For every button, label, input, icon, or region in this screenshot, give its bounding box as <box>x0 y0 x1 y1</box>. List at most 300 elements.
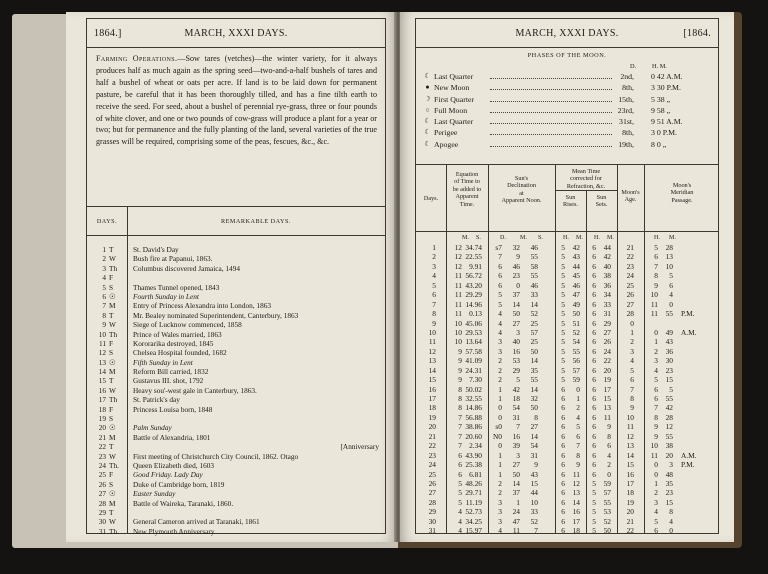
table-cell: 33 <box>530 290 538 300</box>
table-cell: 45.06 <box>465 318 482 328</box>
event-text: Prince of Wales married, 1863 <box>133 329 222 339</box>
table-cell: 49 <box>665 327 673 337</box>
table-cell: 19 <box>428 412 436 422</box>
table-row <box>416 319 718 328</box>
table-cell: 10 <box>530 497 538 507</box>
table-cell: 55 <box>572 346 580 356</box>
header-line: Moon's <box>672 182 692 189</box>
table-cell: 52 <box>572 327 580 337</box>
day-row <box>87 470 385 479</box>
table-cell: 1 <box>498 394 502 403</box>
table-cell: 19 <box>626 497 634 507</box>
table-cell: 11 <box>572 469 580 479</box>
header-line: Sun <box>565 194 576 201</box>
table-cell: 23 <box>626 261 634 271</box>
day-row <box>87 405 385 414</box>
table-row <box>416 375 718 384</box>
table-cell: 5 <box>561 271 565 281</box>
table-row <box>416 347 718 356</box>
table-cell: 15.97 <box>465 526 482 536</box>
table-cell: 5 <box>561 252 565 262</box>
header-line: be added to <box>452 185 482 193</box>
table-cell: 2 <box>630 337 634 347</box>
table-cell: 6 <box>498 261 502 271</box>
ephemeris-rows <box>416 243 718 536</box>
table-cell: 6 <box>592 441 596 451</box>
weekday: F <box>109 338 114 348</box>
right-page-frame <box>415 18 719 534</box>
table-cell: 2 <box>576 403 580 413</box>
remarkable-days-list <box>87 245 385 536</box>
table-cell: 1 <box>498 460 502 470</box>
table-cell: 11 <box>626 422 634 432</box>
unit-label: D. <box>500 235 506 241</box>
phase-name: Last Quarter <box>434 117 474 127</box>
table-cell: 5 <box>561 327 565 337</box>
table-row <box>416 271 718 280</box>
table-cell: 17 <box>626 478 634 488</box>
table-cell: 3 <box>498 337 502 347</box>
table-cell: s0 <box>495 422 502 432</box>
table-cell: 24 <box>512 507 520 517</box>
phase-time-column-label: H. M. <box>652 63 667 70</box>
table-cell: 39 <box>512 441 520 451</box>
table-cell: 1 <box>654 478 658 488</box>
table-cell: 4 <box>498 318 502 328</box>
table-cell: 4 <box>498 309 502 319</box>
table-cell: 9 <box>458 356 462 366</box>
weekday: T <box>109 442 114 452</box>
table-cell: 14.86 <box>465 403 482 413</box>
table-cell: P.M. <box>681 460 695 470</box>
table-cell: 1 <box>654 337 658 347</box>
phase-name: First Quarter <box>434 94 475 104</box>
weekday: W <box>109 385 116 395</box>
unit-label: S. <box>476 235 481 241</box>
table-cell: 9 <box>654 431 658 441</box>
weekday: ☉ <box>109 423 116 433</box>
days-column-header: DAYS. <box>96 218 118 225</box>
table-cell: 33 <box>603 299 611 309</box>
table-cell: 9 <box>576 460 580 470</box>
table-row <box>416 488 718 497</box>
phase-date: 23rd, <box>617 105 634 115</box>
table-cell: 29 <box>512 365 520 375</box>
day-number: 9 <box>102 320 106 330</box>
phase-row <box>422 105 714 116</box>
unit-label: M. <box>462 235 469 241</box>
table-row <box>416 479 718 488</box>
event-text: Entry of Princess Alexandra into London, 1863 <box>133 301 272 311</box>
header-line: at <box>519 189 524 197</box>
header-line: Apparent Noon. <box>501 197 542 205</box>
event-text: Gustavus III. shot, 1792 <box>133 376 204 386</box>
unit-label: H. <box>563 235 569 241</box>
phase-day-column-label: D. <box>630 63 637 70</box>
table-cell: 11 <box>428 337 436 347</box>
table-cell: 25.38 <box>465 460 482 470</box>
phase-time: 5 38 „ <box>651 94 671 104</box>
table-cell: 2 <box>432 252 436 262</box>
table-cell: 17 <box>572 516 580 526</box>
table-cell: 23 <box>665 365 673 375</box>
phase-time: 9 51 A.M. <box>651 117 683 127</box>
day-row <box>87 423 385 432</box>
weekday: S <box>109 282 114 292</box>
table-cell: 5 <box>498 299 502 309</box>
table-cell: 3 <box>498 497 502 507</box>
table-cell: 6 <box>561 469 565 479</box>
table-cell: 56.72 <box>465 271 482 281</box>
day-number: 23 <box>98 451 106 461</box>
table-cell: N0 <box>492 431 502 441</box>
table-cell: 14 <box>530 384 538 394</box>
table-cell: 7 <box>516 422 520 432</box>
table-cell: 16 <box>626 469 634 479</box>
header-line: Time. <box>459 200 475 208</box>
phase-name: New Moon <box>434 83 470 93</box>
table-cell: 7 <box>576 441 580 451</box>
day-row <box>87 461 385 470</box>
table-cell: 7 <box>458 431 462 441</box>
event-text: Mr. Bealey nominated Superintendent, Canterbury, 1863 <box>133 310 299 320</box>
table-cell: 5 <box>561 299 565 309</box>
weekday: F <box>109 470 114 480</box>
table-cell: 20.60 <box>465 431 482 441</box>
table-cell: 6 <box>592 299 596 309</box>
table-cell: 6 <box>432 290 436 300</box>
table-cell: 50.02 <box>465 384 482 394</box>
day-number: 18 <box>98 404 106 414</box>
weekday: S <box>109 414 114 424</box>
day-number: 14 <box>98 367 106 377</box>
table-cell: 8 <box>654 412 658 422</box>
table-cell: 29.53 <box>465 327 482 337</box>
table-cell: 46 <box>512 261 520 271</box>
table-cell: 29 <box>603 318 611 328</box>
table-cell: 23 <box>428 450 436 460</box>
remarkable-days-column-header: REMARKABLE DAYS. <box>221 218 291 225</box>
event-text: General Cameron arrived at Taranaki, 1861 <box>133 517 260 527</box>
table-cell: 4 <box>669 290 673 300</box>
dot-leader <box>490 112 612 113</box>
table-cell: 2 <box>654 488 658 498</box>
table-cell: 5 <box>516 375 520 385</box>
table-cell: 35 <box>665 478 673 488</box>
table-cell: 11 <box>454 299 462 309</box>
dot-leader <box>490 89 612 90</box>
table-cell: 4 <box>630 356 634 366</box>
day-row <box>87 480 385 489</box>
table-cell: 28 <box>626 309 634 319</box>
weekday: Th <box>109 395 118 405</box>
table-cell: 5 <box>561 318 565 328</box>
table-cell: 8 <box>607 431 611 441</box>
table-cell: 6 <box>561 526 565 536</box>
table-cell: 5 <box>498 290 502 300</box>
table-cell: 17 <box>603 384 611 394</box>
table-cell: 22.55 <box>465 252 482 262</box>
table-cell: 6 <box>561 394 565 403</box>
weekday: Th <box>109 329 118 339</box>
table-cell: 15 <box>428 375 436 385</box>
table-cell: 11 <box>650 299 658 309</box>
table-cell: 12 <box>454 261 462 271</box>
table-cell: 14 <box>626 450 634 460</box>
table-cell: 43.20 <box>465 280 482 290</box>
table-cell: 5 <box>561 346 565 356</box>
unit-label: M. <box>576 235 583 241</box>
event-text: Battle of Waireka, Taranaki, 1860. <box>133 498 234 508</box>
day-number: 4 <box>102 273 106 283</box>
moon-phase-icon: ☾ <box>424 72 431 80</box>
event-text: Fourth Sunday in Lent <box>133 291 199 301</box>
right-page <box>400 12 734 542</box>
table-cell: 10 <box>626 412 634 422</box>
phase-row <box>422 71 714 82</box>
table-cell: 26 <box>603 337 611 347</box>
header-line: Mean Time <box>571 168 601 175</box>
table-cell: 9 <box>458 365 462 375</box>
day-number: 7 <box>102 301 106 311</box>
table-cell: 3 <box>498 516 502 526</box>
table-row <box>416 507 718 516</box>
table-cell: 13 <box>603 403 611 413</box>
header-line: Sets. <box>595 201 608 209</box>
unit-label: M. <box>520 235 527 241</box>
table-cell: 43.90 <box>465 450 482 460</box>
table-row <box>416 262 718 271</box>
table-cell: 56.88 <box>465 412 482 422</box>
phase-time: 8 0 „ <box>651 139 667 149</box>
table-cell: 6 <box>592 403 596 413</box>
table-cell: 6 <box>592 243 596 252</box>
table-row <box>416 356 718 365</box>
table-cell: 28 <box>665 412 673 422</box>
weekday: F <box>109 404 114 414</box>
table-cell: 5 <box>654 375 658 385</box>
table-cell: 1 <box>576 394 580 403</box>
table-cell: 5 <box>592 497 596 507</box>
table-cell: 26 <box>428 478 436 488</box>
table-cell: 29 <box>428 507 436 517</box>
table-cell: 22 <box>603 356 611 366</box>
day-number: 27 <box>98 489 106 499</box>
moon-phase-icon: ☾ <box>424 117 431 126</box>
phase-date: 31st, <box>619 117 634 127</box>
table-cell: 5 <box>654 516 658 526</box>
table-cell: 18 <box>428 403 436 413</box>
table-cell: 7 <box>630 384 634 394</box>
table-cell: 57 <box>572 365 580 375</box>
table-cell: 13 <box>572 488 580 498</box>
table-cell: 25 <box>530 318 538 328</box>
table-cell: 2 <box>607 460 611 470</box>
table-cell: 26 <box>626 290 634 300</box>
table-cell: 6 <box>592 280 596 290</box>
table-cell: 13 <box>428 356 436 366</box>
right-page-header <box>416 19 718 48</box>
table-cell: 15 <box>626 460 634 470</box>
right-page-title: MARCH, XXXI DAYS. <box>515 28 619 39</box>
header-line: Sun <box>596 194 607 201</box>
table-cell: 0 <box>576 384 580 394</box>
table-cell: 27 <box>512 460 520 470</box>
phase-date: 19th, <box>618 139 634 149</box>
table-cell: 8 <box>458 403 462 413</box>
table-cell: 24 <box>626 271 634 281</box>
table-cell: 14.96 <box>465 299 482 309</box>
day-row <box>87 273 385 282</box>
phase-row <box>422 116 714 127</box>
day-number: 16 <box>98 385 106 395</box>
weekday: F <box>109 273 114 283</box>
day-row <box>87 264 385 273</box>
table-cell: 55 <box>530 375 538 385</box>
table-cell: 21 <box>428 431 436 441</box>
phase-date: 8th, <box>622 128 634 138</box>
table-cell: 12 <box>454 243 462 252</box>
table-cell: 5 <box>654 243 658 252</box>
table-cell: 7 <box>534 526 538 536</box>
day-number: 26 <box>98 479 106 489</box>
phase-time: 0 42 A.M. <box>651 72 683 81</box>
phase-time: 3 0 P.M. <box>651 128 677 138</box>
table-cell: 6 <box>592 327 596 337</box>
sun-sets-header <box>586 194 617 209</box>
table-cell: 5 <box>432 280 436 290</box>
table-cell: 6 <box>654 384 658 394</box>
header-line: Meridian <box>670 189 694 197</box>
table-cell: 6.81 <box>469 469 482 479</box>
day-number: 25 <box>98 470 106 480</box>
day-row <box>87 376 385 385</box>
event-text: Columbus discovered Jamaica, 1494 <box>133 263 240 273</box>
phase-date: 2nd, <box>620 72 634 81</box>
day-number: 30 <box>98 517 106 527</box>
table-cell: 6 <box>654 394 658 403</box>
table-cell: 2.34 <box>469 441 482 451</box>
header-line: Declination <box>507 182 536 190</box>
table-cell: A.M. <box>681 327 697 337</box>
table-cell: 8 <box>458 394 462 403</box>
table-cell: 12 <box>428 346 436 356</box>
table-cell: 6 <box>561 478 565 488</box>
table-cell: 5 <box>669 384 673 394</box>
table-cell: 7 <box>654 261 658 271</box>
event-continuation: [Anniversary <box>340 442 379 452</box>
table-cell: 34.74 <box>465 243 482 252</box>
table-cell: 23 <box>665 488 673 498</box>
header-line: Apparent <box>455 193 479 201</box>
header-line: Rises. <box>563 201 578 209</box>
table-cell: 0 <box>654 327 658 337</box>
table-cell: 6 <box>669 280 673 290</box>
table-cell: 46 <box>530 243 538 252</box>
table-cell: 6 <box>561 516 565 526</box>
table-cell: 52.73 <box>465 507 482 517</box>
table-cell: 5 <box>561 243 565 252</box>
table-cell: 6 <box>561 507 565 517</box>
table-cell: 29.29 <box>465 290 482 300</box>
table-cell: 5 <box>592 526 596 536</box>
table-row <box>416 517 718 526</box>
dot-leader <box>490 101 612 102</box>
table-cell: 55 <box>665 309 673 319</box>
table-row <box>416 281 718 290</box>
farming-heading: Farming Operations. <box>96 54 178 63</box>
days-table-header <box>87 206 385 236</box>
table-cell: 10 <box>650 441 658 451</box>
table-cell: 7 <box>458 422 462 432</box>
weekday: M <box>109 301 116 311</box>
table-cell: 6 <box>592 252 596 262</box>
table-cell: 52 <box>603 516 611 526</box>
table-cell: 57 <box>603 488 611 498</box>
table-cell: 6 <box>592 375 596 385</box>
table-cell: 2 <box>498 365 502 375</box>
day-row <box>87 508 385 517</box>
table-cell: 43 <box>665 337 673 347</box>
table-cell: 10 <box>454 327 462 337</box>
table-cell: 12 <box>665 422 673 432</box>
table-cell: 7 <box>432 299 436 309</box>
header-line: Moon's <box>621 189 640 196</box>
rises-sets-divider <box>586 190 587 231</box>
table-cell: 4 <box>432 271 436 281</box>
mean-time-header <box>555 168 617 190</box>
table-row <box>416 300 718 309</box>
header-line: Passage. <box>671 196 693 204</box>
table-row <box>416 526 718 535</box>
table-cell: 16 <box>512 346 520 356</box>
table-cell: 6 <box>592 365 596 375</box>
table-cell: 23 <box>512 271 520 281</box>
table-cell: 44 <box>603 243 611 252</box>
table-cell: 50 <box>530 346 538 356</box>
table-cell: 12 <box>626 431 634 441</box>
table-cell: 59 <box>572 375 580 385</box>
table-cell: 18 <box>626 488 634 498</box>
table-cell: 55 <box>603 497 611 507</box>
table-cell: 5 <box>458 478 462 488</box>
table-cell: 5 <box>458 488 462 498</box>
left-page-header <box>87 19 385 48</box>
table-cell: 8 <box>654 271 658 281</box>
table-cell: 1 <box>498 469 502 479</box>
table-cell: 50 <box>530 403 538 413</box>
header-line: Sun's <box>514 175 529 182</box>
table-cell: 6 <box>592 412 596 422</box>
table-row <box>416 403 718 412</box>
table-cell: 6 <box>592 384 596 394</box>
table-row <box>416 498 718 507</box>
table-cell: 54 <box>530 441 538 451</box>
table-cell: 0.13 <box>469 309 482 319</box>
table-cell: 59 <box>603 478 611 488</box>
table-cell: 9 <box>607 422 611 432</box>
day-row <box>87 283 385 292</box>
table-cell: 6 <box>592 309 596 319</box>
day-row <box>87 358 385 367</box>
table-cell: 8 <box>630 394 634 403</box>
weekday: M <box>109 367 116 377</box>
table-cell: 8 <box>576 450 580 460</box>
table-cell: 9 <box>654 422 658 432</box>
table-cell: 11 <box>454 290 462 300</box>
table-cell: 49 <box>572 299 580 309</box>
table-cell: 5 <box>592 488 596 498</box>
